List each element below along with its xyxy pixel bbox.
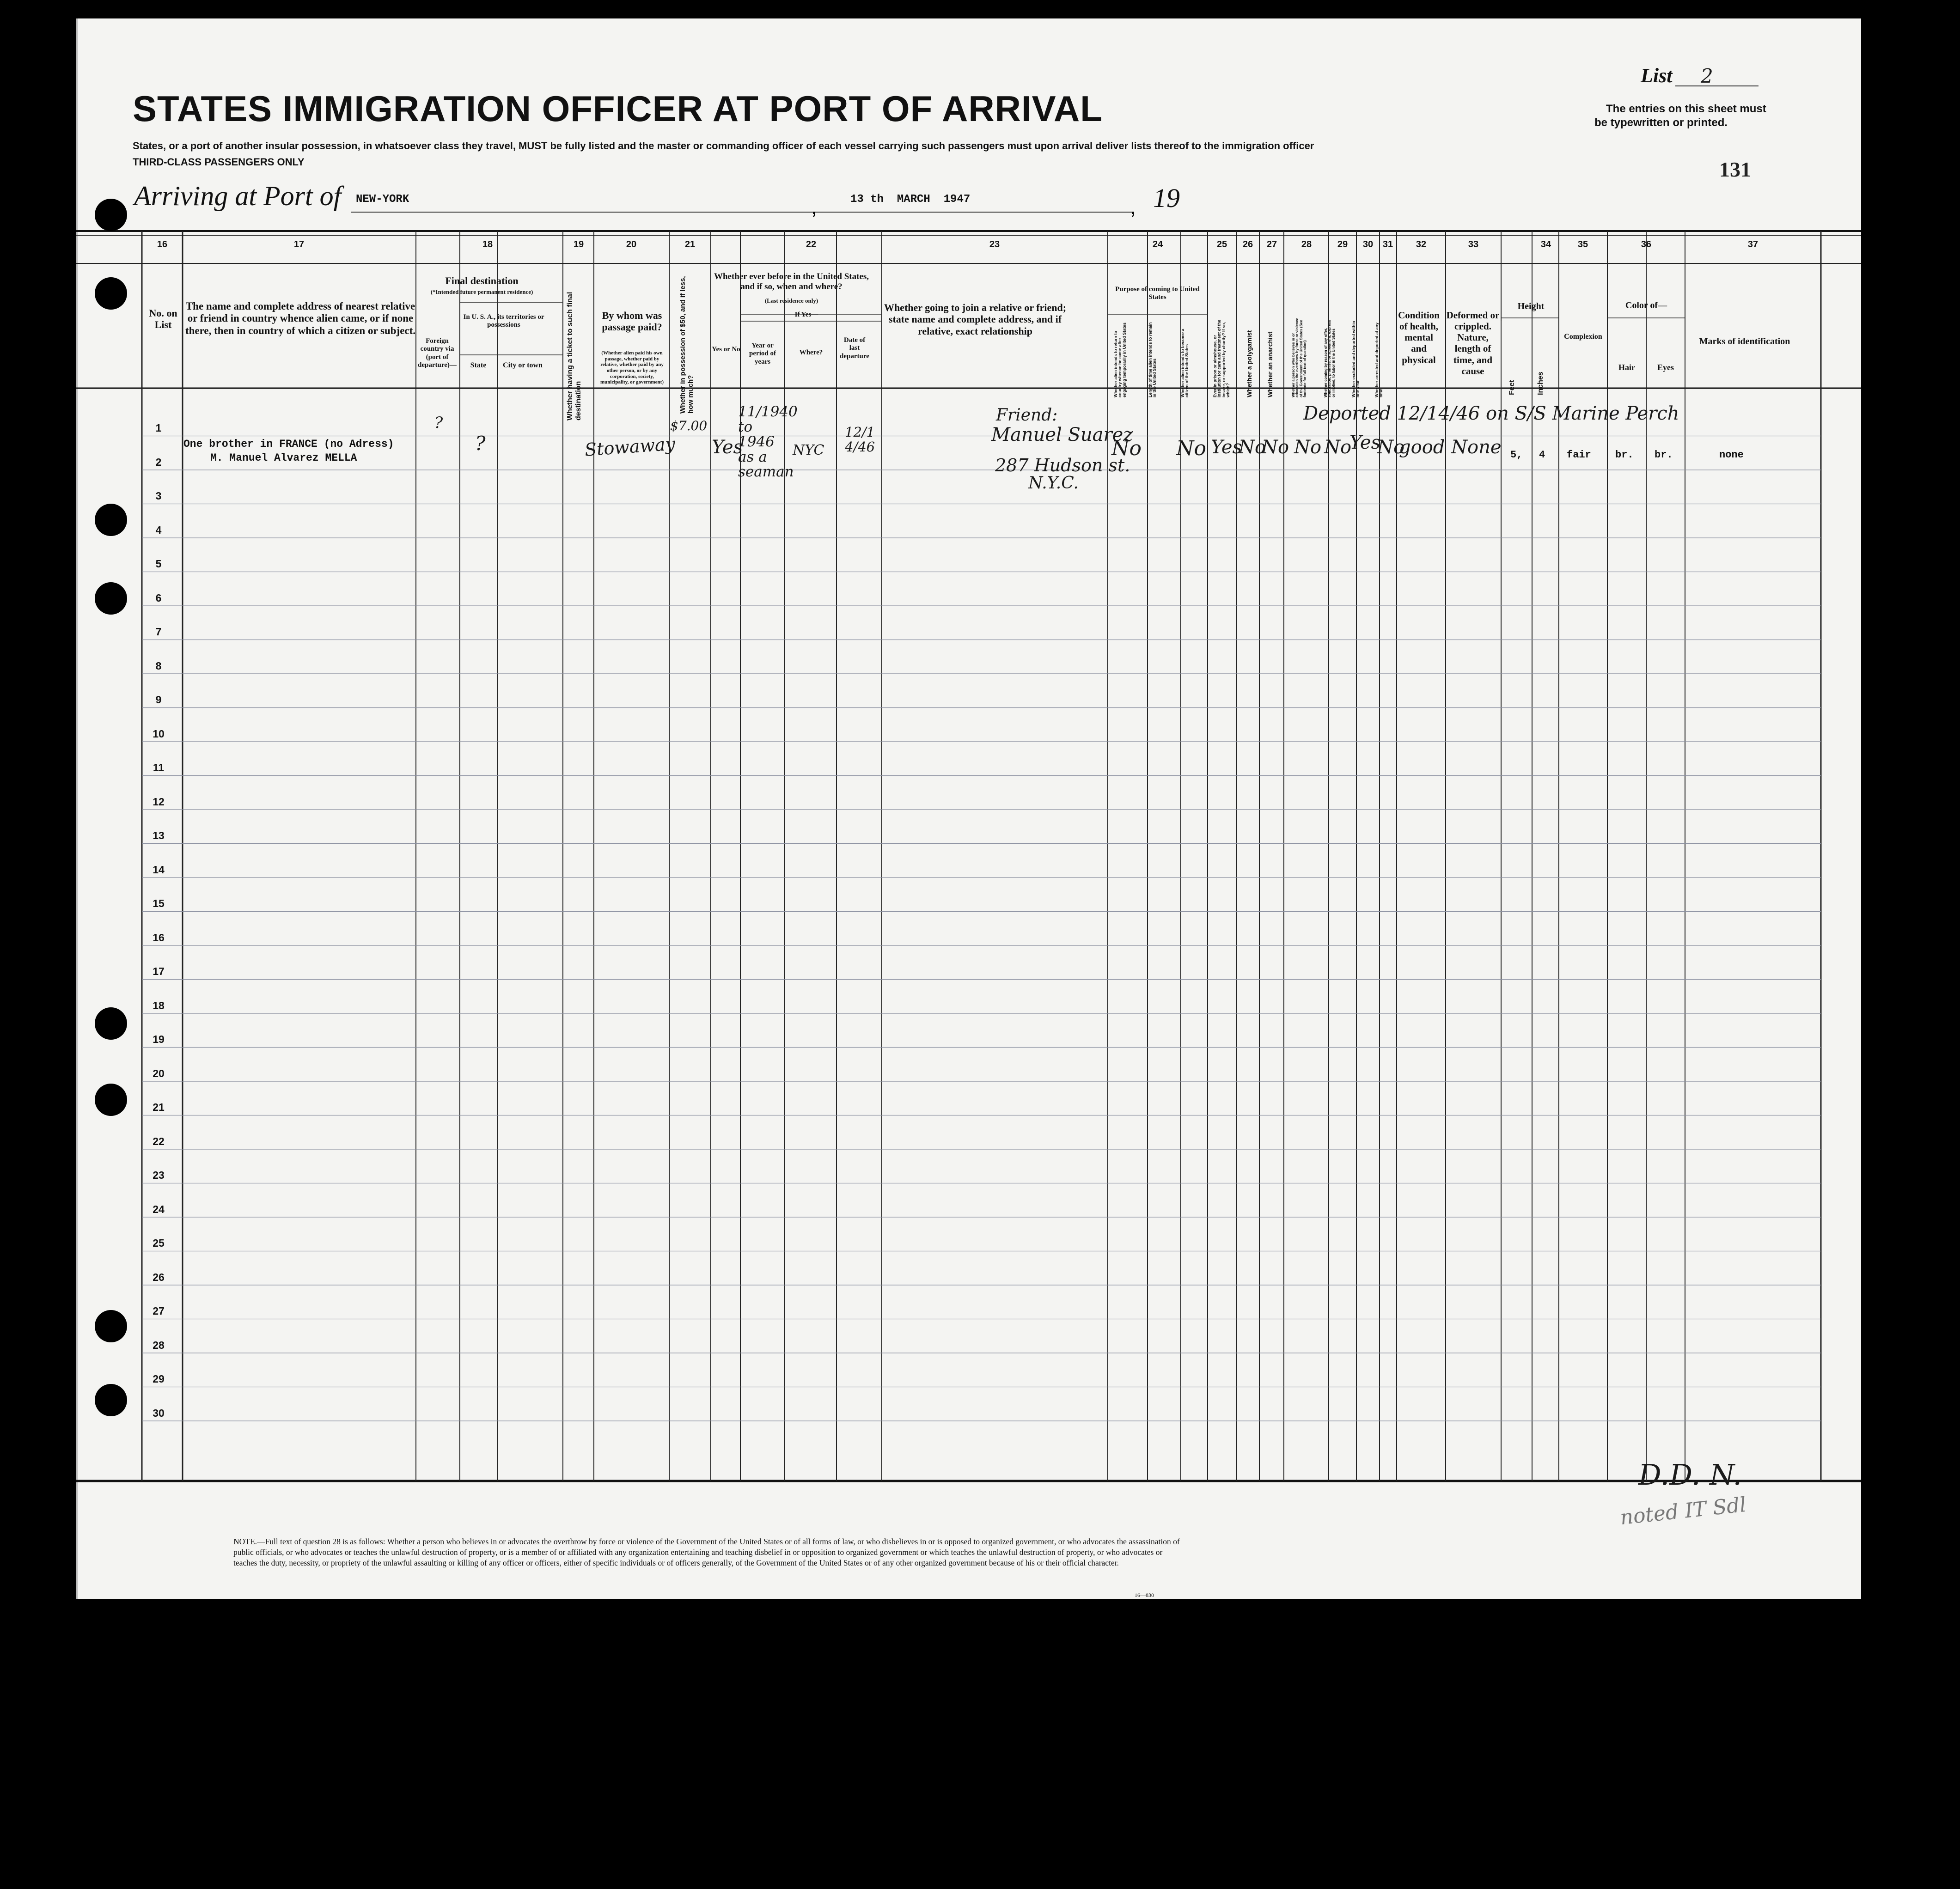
col22-header: Whether ever before in the United States, and if so, when and where? bbox=[714, 272, 869, 292]
col35-header: Complexion bbox=[1564, 333, 1602, 341]
col20-header: By whom was passage paid? bbox=[602, 310, 662, 333]
col22-period: Year or period of years bbox=[749, 342, 776, 366]
col18-foreign: Foreign country via (port of departure)— bbox=[418, 337, 457, 369]
col33-header: Deformed or crippled. Nature, length of time, and cause bbox=[1446, 310, 1500, 377]
col31-header: Whether arrested and deported at any time bbox=[1374, 322, 1384, 397]
row-number: 6 bbox=[155, 591, 162, 604]
col27-header: Whether an anarchist bbox=[1266, 331, 1274, 397]
manifest-sheet bbox=[76, 18, 1861, 1599]
column-number: 32 bbox=[1416, 239, 1427, 250]
join-friend-line-3: 287 Hudson st. bbox=[995, 455, 1130, 475]
list-number: 2 bbox=[1701, 65, 1713, 87]
column-number: 37 bbox=[1747, 239, 1759, 250]
column-number: 23 bbox=[989, 239, 1000, 250]
c25-value: Yes bbox=[1211, 437, 1242, 458]
col34-header: Height bbox=[1517, 301, 1545, 311]
height-inches: 4 bbox=[1539, 449, 1545, 461]
row-number: 19 bbox=[153, 1033, 165, 1045]
row-number: 23 bbox=[153, 1169, 165, 1181]
passage-paid-by: Stowaway bbox=[584, 433, 676, 460]
residence-period: 11/1940 to 1946 as a seaman bbox=[738, 403, 798, 481]
row-number: 25 bbox=[153, 1237, 165, 1249]
col22-date: Date of last departure bbox=[840, 336, 869, 360]
col23-header: Whether going to join a relative or friend; state name and complete address, and if relative, exact relationship bbox=[884, 302, 1067, 337]
subtitle-line-2: THIRD-CLASS PASSENGERS ONLY bbox=[133, 156, 305, 168]
col24a-header: Whether alien intends to return to country whence he came after engaging temporarily in United States bbox=[1113, 322, 1127, 397]
c24a-value: No bbox=[1111, 437, 1142, 460]
col19-header: Whether having a ticket to such final destination bbox=[566, 292, 582, 420]
row-number: 11 bbox=[153, 762, 165, 774]
col18-state: State bbox=[470, 361, 487, 369]
instructions-line-1: The entries on this sheet must bbox=[1606, 103, 1766, 115]
column-number: 34 bbox=[1540, 239, 1551, 250]
eye-color: br. bbox=[1655, 449, 1673, 461]
col26-header: Whether a polygamist bbox=[1246, 330, 1253, 397]
column-number: 31 bbox=[1382, 239, 1393, 250]
row-number: 4 bbox=[155, 524, 162, 536]
col32-header: Condition of health, mental and physical bbox=[1398, 310, 1440, 366]
row-number: 7 bbox=[155, 626, 162, 638]
row-number: 1 bbox=[155, 422, 162, 434]
row-number: 8 bbox=[155, 659, 162, 672]
deported-note: Deported 12/14/46 on S/S Marine Perch bbox=[1303, 403, 1679, 424]
column-number: 27 bbox=[1266, 239, 1277, 250]
column-number: 16 bbox=[157, 239, 168, 250]
binder-hole bbox=[18, 1084, 51, 1116]
binder-hole bbox=[18, 277, 51, 310]
column-number: 20 bbox=[626, 239, 637, 250]
form-number: 16—830 bbox=[1135, 1592, 1154, 1598]
col22-where: Where? bbox=[799, 349, 823, 356]
col34-inches: Inches bbox=[1537, 372, 1545, 395]
before-in-us-yes: Yes bbox=[712, 437, 743, 458]
row-number: 24 bbox=[153, 1203, 165, 1215]
column-number: 33 bbox=[1468, 239, 1479, 250]
col34-feet: Feet bbox=[1508, 380, 1516, 395]
c26-value: No bbox=[1239, 437, 1266, 458]
column-number: 35 bbox=[1577, 239, 1588, 250]
col22-subheader: (Last residence only) bbox=[764, 297, 818, 304]
row-number: 21 bbox=[153, 1101, 165, 1113]
row-number: 3 bbox=[155, 490, 162, 502]
c30-value: Yes bbox=[1349, 432, 1381, 453]
col36-header: Color of— bbox=[1625, 300, 1667, 311]
column-number: 22 bbox=[806, 239, 817, 250]
col28-header: Whether a person who believes in or advocates the overthrow by force or violence of the Government of the United States (See footnote for full text of question) bbox=[1291, 317, 1307, 397]
port-value: NEW-YORK bbox=[356, 193, 409, 206]
binder-hole bbox=[95, 1384, 127, 1416]
column-number: 26 bbox=[1242, 239, 1253, 250]
row-number: 20 bbox=[153, 1067, 165, 1079]
identification-marks: none bbox=[1719, 449, 1744, 461]
column-number: 21 bbox=[684, 239, 696, 250]
col20-subheader: (Whether alien paid his own passage, whether paid by relative, whether paid by any other person, or by any corporation, society, municipality, or government) bbox=[600, 350, 664, 385]
manifest-table-grid bbox=[76, 18, 1861, 1599]
relative-address-line-1: One brother in FRANCE (no Adress) bbox=[183, 438, 394, 450]
binder-hole bbox=[95, 199, 127, 231]
c27-value: No bbox=[1262, 437, 1289, 458]
col37-header: Marks of identification bbox=[1699, 336, 1790, 347]
join-friend-line-2: Manuel Suarez bbox=[991, 424, 1133, 445]
column-number: 36 bbox=[1641, 239, 1652, 250]
row-number: 9 bbox=[155, 694, 162, 706]
col17-header: The name and complete address of nearest relative or friend in country whence alien came, or if none there, then in country of which a citizen or subject. bbox=[185, 300, 416, 336]
column-number: 24 bbox=[1152, 239, 1163, 250]
deformed-value: None bbox=[1451, 437, 1502, 458]
column-number: 30 bbox=[1362, 239, 1374, 250]
row-number: 26 bbox=[153, 1271, 165, 1283]
sheet-number: 131 bbox=[1719, 158, 1751, 181]
residence-where: NYC bbox=[793, 442, 824, 458]
col24b-header: Length of time alien intends to remain in the United States bbox=[1148, 322, 1157, 397]
c24c-value: No bbox=[1176, 437, 1206, 460]
hair-color: br. bbox=[1615, 449, 1634, 461]
money-amount: $7.00 bbox=[670, 418, 708, 433]
col22-yesno: Yes or No bbox=[712, 346, 740, 353]
c28-value: No bbox=[1294, 437, 1322, 458]
c31-value: No bbox=[1377, 437, 1405, 458]
row-number: 15 bbox=[153, 897, 165, 909]
row-number: 16 bbox=[153, 931, 165, 944]
col18-subheader: (*Intended future permanent residence) bbox=[430, 288, 533, 295]
col21-header: Whether in possession of $50, and if less, how much? bbox=[679, 276, 695, 414]
arriving-label: Arriving at Port of bbox=[134, 181, 342, 211]
binder-hole bbox=[18, 1007, 51, 1040]
col36-eyes: Eyes bbox=[1657, 363, 1674, 372]
row-number: 28 bbox=[153, 1339, 165, 1351]
row-number: 29 bbox=[153, 1373, 165, 1385]
row-number: 27 bbox=[153, 1305, 165, 1317]
date-value: 13 th MARCH 1947 bbox=[850, 193, 971, 206]
ddn-annotation: D.D. N. bbox=[1638, 1458, 1742, 1492]
last-departure-date: 12/14/46 bbox=[845, 424, 875, 455]
col25-header: Ever in prison or almshouse, or institution for care and treatment of the insane, or supported by charity? If so, which? bbox=[1213, 319, 1231, 397]
comma-1: , bbox=[811, 195, 817, 219]
noted-annotation: noted IT Sdl bbox=[1619, 1493, 1747, 1530]
col18-header: Final destination bbox=[445, 275, 519, 286]
column-number: 25 bbox=[1216, 239, 1227, 250]
height-feet: 5, bbox=[1510, 449, 1523, 461]
c29-value: No bbox=[1324, 437, 1352, 458]
col18-usa: In U. S. A., its territories or possessions bbox=[463, 313, 544, 329]
row-number: 2 bbox=[155, 456, 162, 468]
col16-header: No. on List bbox=[149, 307, 177, 331]
year-prefix: 19 bbox=[1153, 183, 1180, 213]
column-number: 17 bbox=[293, 239, 305, 250]
row-number: 18 bbox=[153, 999, 165, 1012]
footer-note: NOTE.—Full text of question 28 is as follows: Whether a person who believes in or advocates the overthrow by force or violence of the Government of the United States or of all forms of law, or who disbelieves in or is opposed to organized government, or who advocates the assassination of public officials, or who advocates or teaches the unlawful destruction of property, or is a member of or affiliated with any organization entertaining and teaching disbelief in or opposition to organized government or which teaches the unlawful destruction of property, or who advocates or teaches the duty, necessity, or propriety of the unlawful assaulting or killing of any officer or officers, either of specific individuals or of officers generally, of the Government of the United States or of any other organized government because of his or their official character. bbox=[233, 1537, 1180, 1567]
column-number: 18 bbox=[482, 239, 493, 250]
col22-ifyes: If Yes— bbox=[794, 311, 818, 318]
row-number: 14 bbox=[153, 863, 165, 876]
col24c-header: Whether alien intends to become a citizen of the United States bbox=[1180, 329, 1190, 397]
row-number: 13 bbox=[153, 829, 165, 841]
row-number: 30 bbox=[153, 1407, 165, 1419]
instructions-line-2: be typewritten or printed. bbox=[1594, 116, 1728, 129]
health-condition: good bbox=[1399, 437, 1445, 458]
binder-hole bbox=[18, 578, 51, 610]
row-number: 10 bbox=[153, 727, 165, 740]
destination-question-mark: ? bbox=[475, 432, 486, 455]
column-number: 29 bbox=[1337, 239, 1348, 250]
binder-hole bbox=[95, 504, 127, 536]
list-label: List bbox=[1641, 64, 1673, 87]
col18-city: City or town bbox=[503, 361, 543, 369]
complexion-value: fair bbox=[1567, 449, 1591, 461]
subtitle-line-1: States, or a port of another insular possession, in whatsoever class they travel, MUST be fully listed and the master or commanding officer of each vessel carrying such passengers must upon arrival deliver lists thereof to the immigration officer bbox=[133, 140, 1314, 152]
col24-header: Purpose of coming to United States bbox=[1115, 286, 1200, 301]
binder-hole bbox=[95, 1007, 127, 1040]
row-number: 5 bbox=[155, 558, 162, 570]
relative-address-line-2: M. Manuel Alvarez MELLA bbox=[210, 452, 357, 464]
comma-2: , bbox=[1130, 195, 1136, 219]
row-number: 17 bbox=[153, 965, 165, 977]
binder-hole bbox=[18, 504, 51, 536]
col29-header: Whether coming by reason of any offer, solicitation, promise, or agreement, express or implied, to labor in the United States bbox=[1324, 320, 1336, 397]
page-title: STATES IMMIGRATION OFFICER AT PORT OF ARRIVAL bbox=[133, 88, 1103, 129]
binder-hole bbox=[18, 199, 51, 231]
binder-hole bbox=[95, 1310, 127, 1342]
binder-hole bbox=[95, 277, 127, 310]
column-number: 28 bbox=[1301, 239, 1312, 250]
join-friend-line-4: N.Y.C. bbox=[1028, 474, 1079, 493]
row-number: 22 bbox=[153, 1135, 165, 1147]
join-friend-line-1: Friend: bbox=[996, 406, 1058, 425]
column-number: 19 bbox=[573, 239, 584, 250]
relative-question-mark: ? bbox=[434, 414, 443, 432]
row-number: 12 bbox=[153, 795, 165, 808]
binder-hole bbox=[95, 582, 127, 615]
col30-header: Whether excluded and deported within one year bbox=[1351, 321, 1361, 397]
binder-hole bbox=[95, 1084, 127, 1116]
col36-hair: Hair bbox=[1618, 363, 1635, 372]
